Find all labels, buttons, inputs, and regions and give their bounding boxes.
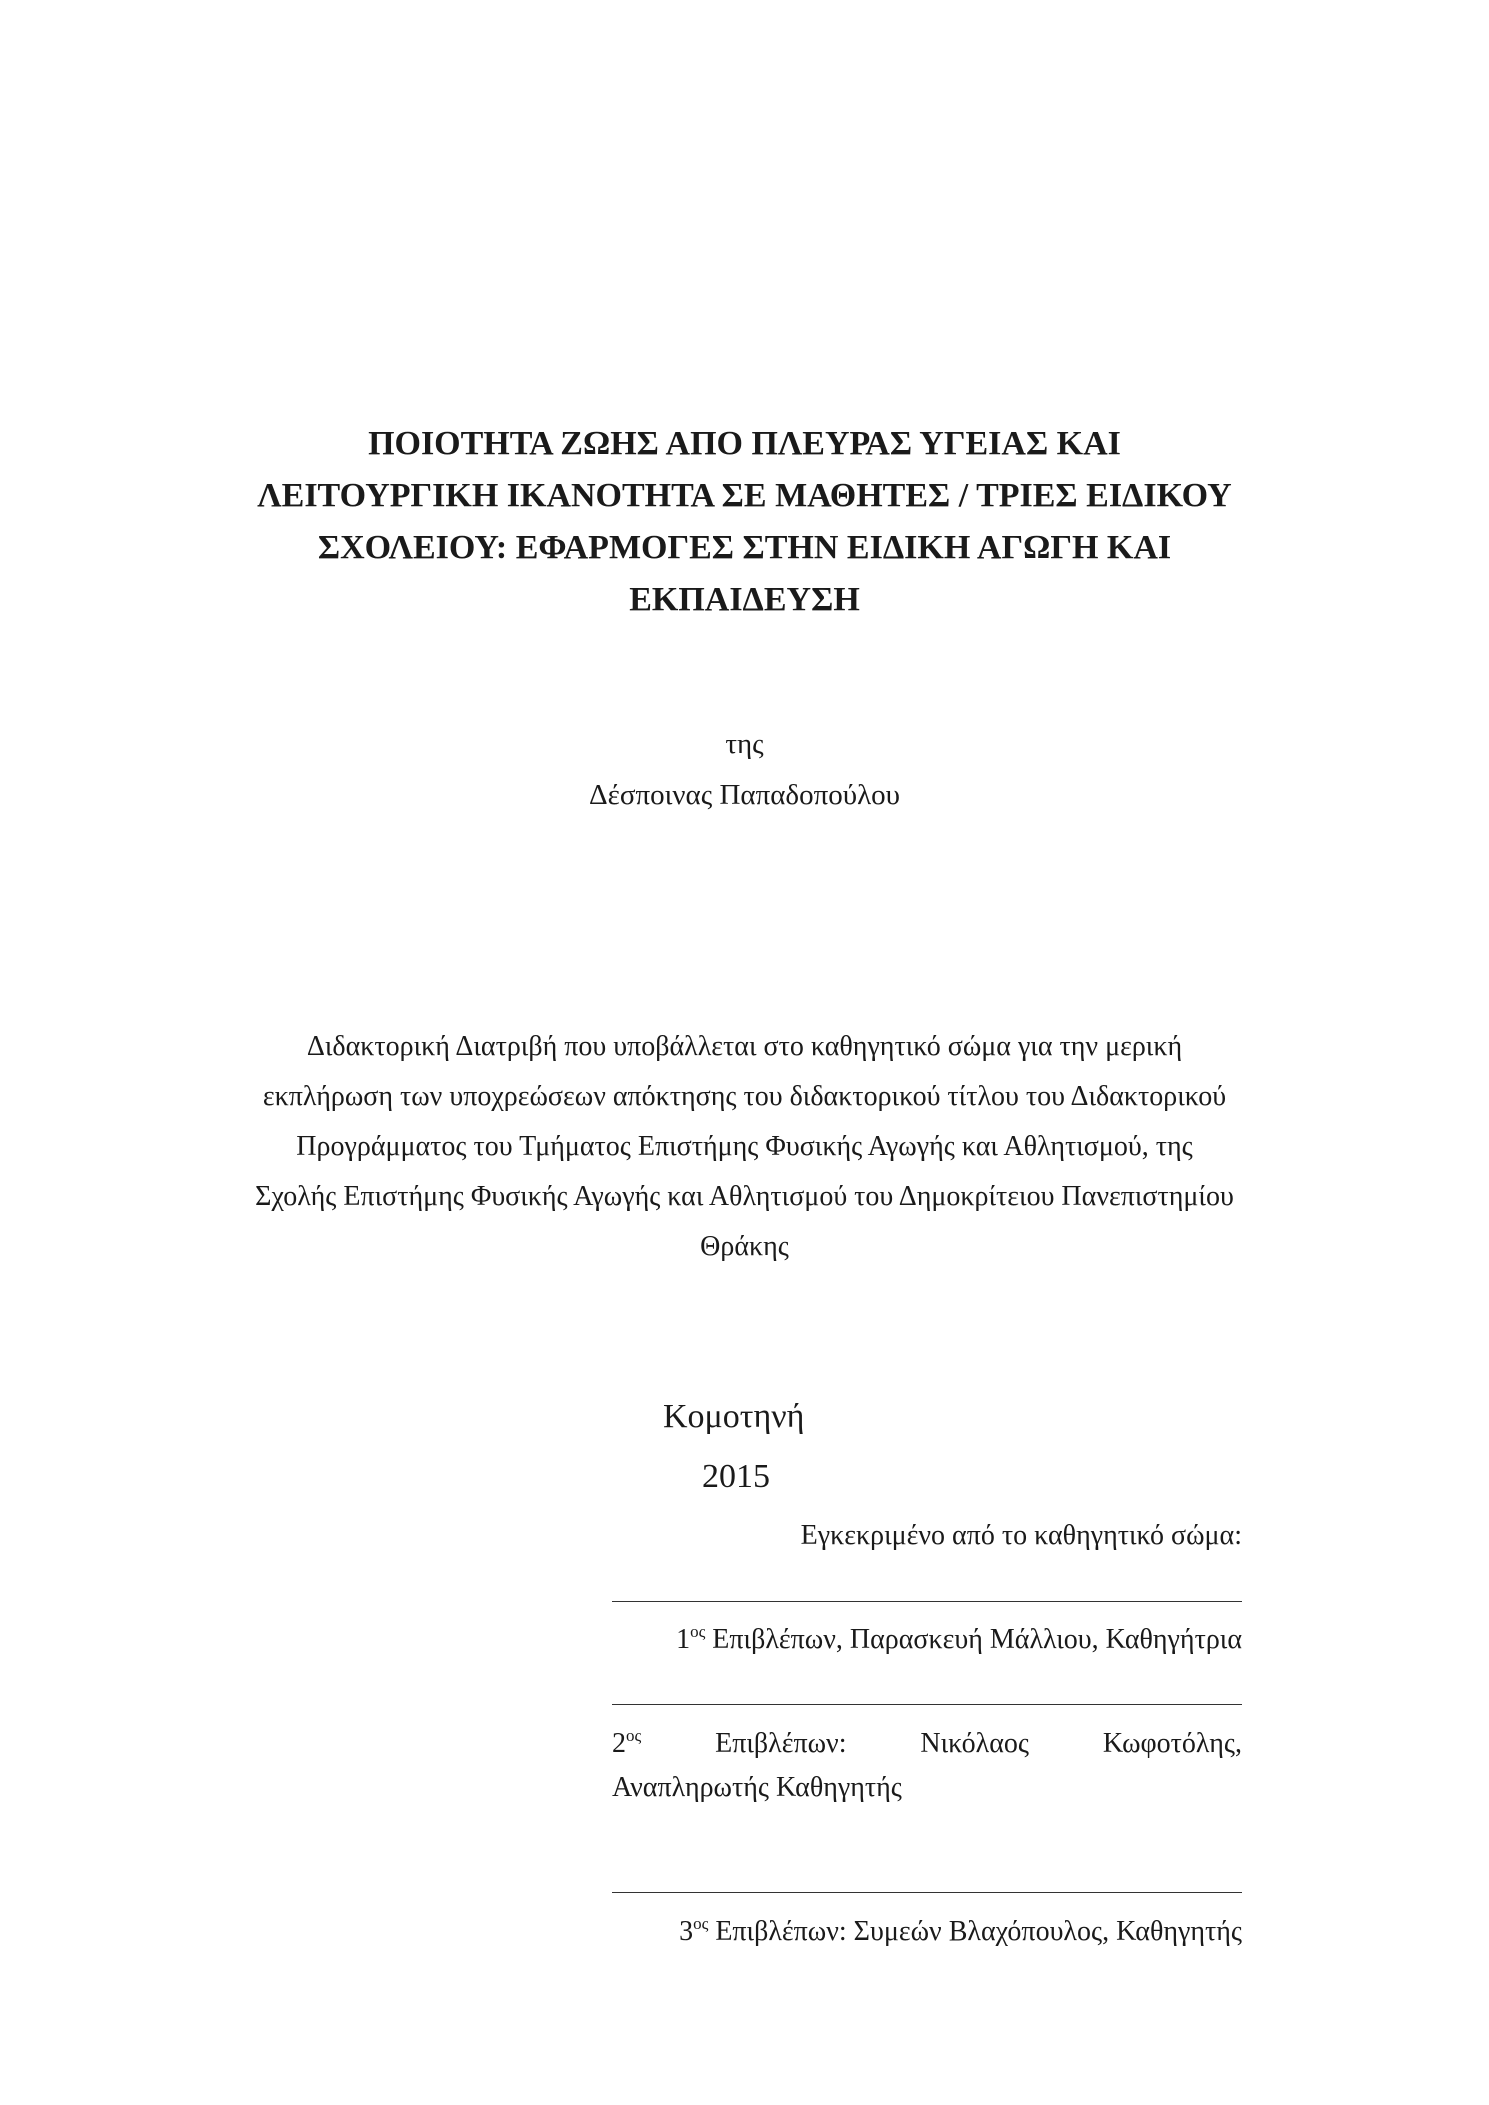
ordinal-suffix: ος (693, 1914, 709, 1933)
description-line: εκπλήρωση των υποχρεώσεων απόκτησης του διδακτορικού τίτλου του Διδακτορικού (262, 1081, 1227, 1112)
title-line: ΕΚΠΑΙΔΕΥΣΗ (629, 581, 860, 618)
title-line: ΠΟΙΟΤΗΤΑ ΖΩΗΣ ΑΠΟ ΠΛΕΥΡΑΣ ΥΓΕΙΑΣ ΚΑΙ (368, 425, 1121, 462)
year: 2015 (702, 1458, 770, 1495)
approved-label: Εγκεκριμένο από το καθηγητικό σώμα: (800, 1520, 1242, 1551)
supervisor-text: Αναπληρωτής Καθηγητής (612, 1772, 902, 1803)
description-line: Θράκης (700, 1231, 789, 1262)
signature-line (612, 1892, 1242, 1893)
signature-line (612, 1704, 1242, 1705)
description-line: Διδακτορική Διατριβή που υποβάλλεται στο καθηγητικό σώμα για την μερική (306, 1031, 1183, 1062)
ordinal-suffix: ος (690, 1622, 706, 1641)
title-line: ΣΧΟΛΕΙΟΥ: ΕΦΑΡΜΟΓΕΣ ΣΤΗΝ ΕΙΔΙΚΗ ΑΓΩΓΗ ΚΑΙ (317, 529, 1172, 566)
supervisor-2 (612, 1724, 1242, 1808)
description-line: Προγράμματος του Τμήματος Επιστήμης Φυσικής Αγωγής και Αθλητισμού, της (296, 1131, 1193, 1162)
thesis-description (150, 1022, 1339, 1272)
ordinal-suffix: ος (626, 1726, 642, 1745)
title-line: ΛΕΙΤΟΥΡΓΙΚΗ ΙΚΑΝΟΤΗΤΑ ΣΕ ΜΑΘΗΤΕΣ / ΤΡΙΕΣ ΕΙΔΙΚΟΥ (257, 477, 1232, 514)
supervisor-text: Επιβλέπων, Παρασκευή Μάλλιου, Καθηγήτρια (712, 1624, 1242, 1655)
supervisor-number: 3 (679, 1916, 694, 1947)
supervisor-word: Επιβλέπων: (715, 1728, 847, 1759)
supervisor-number: 1 (676, 1624, 691, 1655)
supervisor-number: 2 (612, 1728, 626, 1759)
city: Κομοτηνή (663, 1398, 805, 1435)
thesis-title (150, 418, 1339, 626)
by-label: της (725, 728, 764, 760)
supervisor-1 (612, 1620, 1242, 1660)
supervisor-word: Νικόλαος (920, 1728, 1029, 1759)
supervisor-text: Επιβλέπων: Συμεών Βλαχόπουλος, Καθηγητής (715, 1916, 1242, 1947)
supervisor-word: Κωφοτόλης, (1102, 1728, 1242, 1759)
signature-line (612, 1601, 1242, 1602)
author-name: Δέσποινας Παπαδοπούλου (589, 779, 900, 811)
description-line: Σχολής Επιστήμης Φυσικής Αγωγής και Αθλητισμού του Δημοκρίτειου Πανεπιστημίου (255, 1181, 1234, 1212)
supervisor-3 (612, 1912, 1242, 1952)
